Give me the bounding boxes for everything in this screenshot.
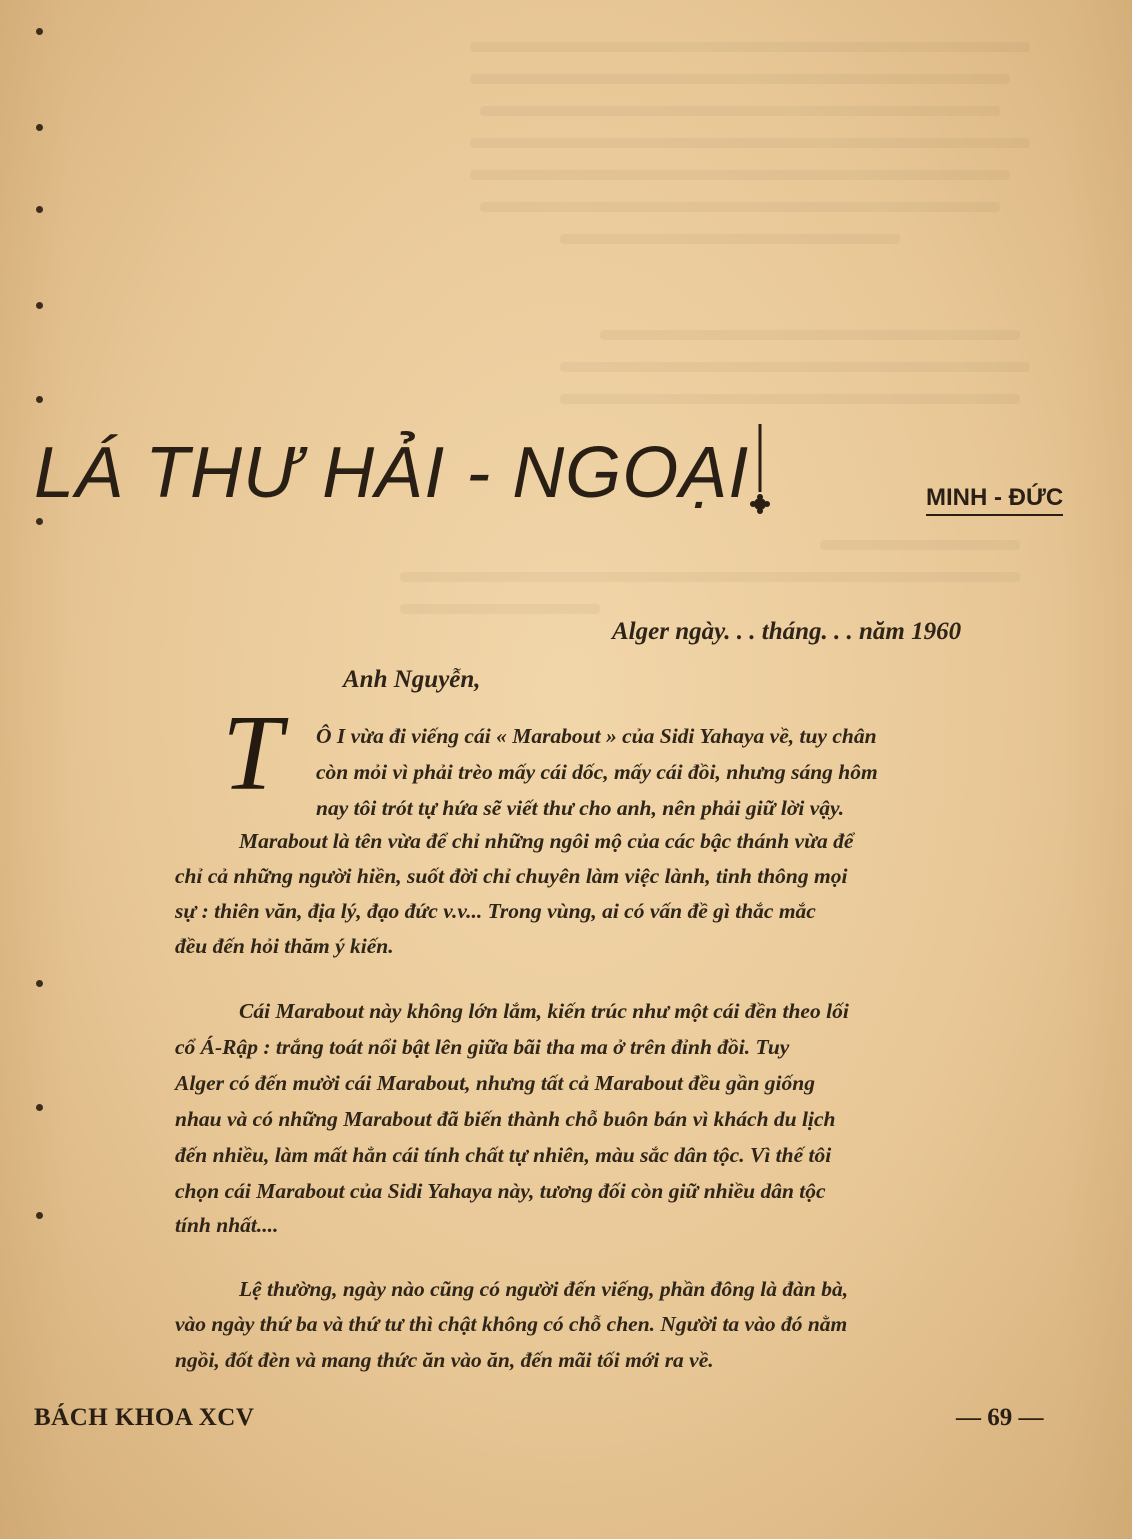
binding-hole	[36, 1212, 43, 1219]
body-line: tính nhất....	[175, 1213, 279, 1237]
drop-cap: T	[222, 694, 283, 813]
body-line: chọn cái Marabout của Sidi Yahaya này, tương đối còn giữ nhiều dân tộc	[175, 1179, 826, 1203]
binding-hole	[36, 1104, 43, 1111]
publication-footer: BÁCH KHOA XCV	[34, 1404, 255, 1431]
body-line: Marabout là tên vừa để chỉ những ngôi mộ của các bậc thánh vừa để	[239, 829, 854, 853]
letter-dateline: Alger ngày. . . tháng. . . năm 1960	[612, 618, 962, 645]
body-line: chỉ cả những người hiền, suốt đời chỉ chuyên làm việc lành, tinh thông mọi	[175, 864, 848, 888]
binding-hole	[36, 518, 43, 525]
binding-hole	[36, 980, 43, 987]
body-line: sự : thiên văn, địa lý, đạo đức v.v... Trong vùng, ai có vấn đề gì thắc mắc	[175, 899, 816, 923]
author-byline: MINH - ĐỨC	[926, 484, 1063, 516]
body-line: Alger có đến mười cái Marabout, nhưng tất cả Marabout đều gần giống	[175, 1071, 815, 1095]
letter-salutation: Anh Nguyễn,	[343, 666, 481, 693]
body-line: vào ngày thứ ba và thứ tư thì chật không có chỗ chen. Người ta vào đó nằm	[175, 1312, 848, 1336]
title-ornament	[740, 424, 780, 524]
binding-hole	[36, 302, 43, 309]
body-line: Cái Marabout này không lớn lắm, kiến trúc như một cái đền theo lối	[239, 999, 849, 1023]
body-line: nhau và có những Marabout đã biến thành chỗ buôn bán vì khách du lịch	[175, 1107, 836, 1131]
binding-hole	[36, 206, 43, 213]
body-line: Lệ thường, ngày nào cũng có người đến viếng, phần đông là đàn bà,	[239, 1277, 849, 1301]
page-number: — 69 —	[956, 1404, 1044, 1431]
body-line: cổ Á-Rập : trắng toát nổi bật lên giữa bãi tha ma ở trên đỉnh đồi. Tuy	[175, 1035, 790, 1059]
binding-hole	[36, 396, 43, 403]
body-line: nay tôi trót tự hứa sẽ viết thư cho anh, nên phải giữ lời vậy.	[316, 796, 845, 820]
body-line: đến nhiều, làm mất hẳn cái tính chất tự nhiên, màu sắc dân tộc. Vì thế tôi	[175, 1143, 832, 1167]
body-line: còn mỏi vì phải trèo mấy cái dốc, mấy cái đồi, nhưng sáng hôm	[316, 760, 878, 784]
body-line: Ô I vừa đi viếng cái « Marabout » của Sidi Yahaya về, tuy chân	[316, 724, 877, 748]
body-line: ngồi, đốt đèn và mang thức ăn vào ăn, đến mãi tối mới ra về.	[175, 1348, 714, 1372]
binding-hole	[36, 28, 43, 35]
binding-hole	[36, 124, 43, 131]
article-title: LÁ THƯ HẢI - NGOẠI	[34, 433, 750, 513]
body-line: đều đến hỏi thăm ý kiến.	[175, 934, 394, 958]
